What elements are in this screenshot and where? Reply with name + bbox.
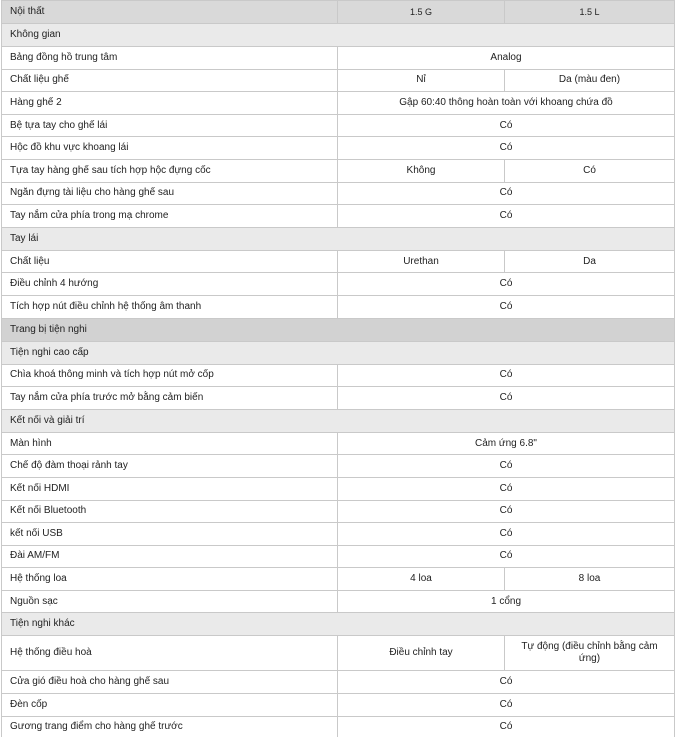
row-value-shared: Có xyxy=(338,273,675,296)
table-row xyxy=(2,590,675,613)
category-header-row xyxy=(2,318,675,341)
row-value-shared: Có xyxy=(338,364,675,387)
row-value-shared: 1 cổng xyxy=(338,590,675,613)
row-value-shared: Analog xyxy=(338,47,675,70)
row-label: Chế độ đàm thoại rảnh tay xyxy=(2,455,338,478)
row-value-shared: Có xyxy=(338,205,675,228)
row-label: Tựa tay hàng ghế sau tích hợp hộc đựng cốc xyxy=(2,159,338,182)
row-value-shared: Có xyxy=(338,182,675,205)
table-row xyxy=(2,250,675,273)
row-value-1-5-g: Không xyxy=(338,159,505,182)
table-row xyxy=(2,568,675,591)
row-label: Chìa khoá thông minh và tích hợp nút mở cốp xyxy=(2,364,338,387)
header-col-1-5-l: 1.5 L xyxy=(505,1,675,24)
row-value-shared: Có xyxy=(338,137,675,160)
row-value-shared: Có xyxy=(338,477,675,500)
row-value-1-5-l: Da (màu đen) xyxy=(505,69,675,92)
row-value-1-5-l: Có xyxy=(505,159,675,182)
row-value-shared: Có xyxy=(338,523,675,546)
section-title: Không gian xyxy=(2,24,675,47)
row-label: Kết nối Bluetooth xyxy=(2,500,338,523)
table-row xyxy=(2,455,675,478)
row-label: Tích hợp nút điều chỉnh hệ thống âm thanh xyxy=(2,295,338,318)
table-row xyxy=(2,137,675,160)
row-value-1-5-g: Điều chỉnh tay xyxy=(338,636,505,671)
row-value-shared: Có xyxy=(338,500,675,523)
table-row xyxy=(2,500,675,523)
table-row xyxy=(2,159,675,182)
table-row xyxy=(2,694,675,717)
row-label: Đèn cốp xyxy=(2,694,338,717)
table-row xyxy=(2,47,675,70)
row-label: Hộc đồ khu vực khoang lái xyxy=(2,137,338,160)
row-value-1-5-g: 4 loa xyxy=(338,568,505,591)
row-label: Màn hình xyxy=(2,432,338,455)
row-value-1-5-l: 8 loa xyxy=(505,568,675,591)
row-value-shared: Gập 60:40 thông hoàn toàn với khoang chứa đồ xyxy=(338,92,675,115)
row-label: Kết nối HDMI xyxy=(2,477,338,500)
row-label: Chất liệu ghế xyxy=(2,69,338,92)
row-label: Tay nắm cửa phía trước mở bằng cảm biến xyxy=(2,387,338,410)
row-label: Ngăn đựng tài liệu cho hàng ghế sau xyxy=(2,182,338,205)
table-row xyxy=(2,69,675,92)
table-row xyxy=(2,716,675,737)
interior-spec-table xyxy=(1,0,675,737)
row-value-1-5-g: Nỉ xyxy=(338,69,505,92)
row-label: Hệ thống loa xyxy=(2,568,338,591)
section-title: Tiện nghi cao cấp xyxy=(2,341,675,364)
table-row xyxy=(2,477,675,500)
row-value-shared: Có xyxy=(338,716,675,737)
table-row xyxy=(2,387,675,410)
table-row xyxy=(2,636,675,671)
row-value-shared: Có xyxy=(338,671,675,694)
row-label: Hàng ghế 2 xyxy=(2,92,338,115)
section-header-row xyxy=(2,24,675,47)
section-title: Kết nối và giải trí xyxy=(2,409,675,432)
row-value-shared: Có xyxy=(338,387,675,410)
header-col-1-5-g: 1.5 G xyxy=(338,1,505,24)
row-value-1-5-g: Urethan xyxy=(338,250,505,273)
section-header-row xyxy=(2,409,675,432)
header-label: Nội thất xyxy=(2,1,338,24)
section-title: Trang bị tiện nghi xyxy=(2,318,675,341)
table-row xyxy=(2,432,675,455)
table-row xyxy=(2,545,675,568)
row-label: Đài AM/FM xyxy=(2,545,338,568)
row-label: Cửa gió điều hoà cho hàng ghế sau xyxy=(2,671,338,694)
table-row xyxy=(2,671,675,694)
row-value-1-5-l: Tự động (điều chỉnh bằng cảm ứng) xyxy=(505,636,675,671)
table-header-row xyxy=(2,1,675,24)
row-label: kết nối USB xyxy=(2,523,338,546)
row-value-shared: Có xyxy=(338,295,675,318)
row-value-shared: Có xyxy=(338,455,675,478)
row-label: Tay nắm cửa phía trong mạ chrome xyxy=(2,205,338,228)
row-value-1-5-l: Da xyxy=(505,250,675,273)
row-label: Bệ tựa tay cho ghế lái xyxy=(2,114,338,137)
row-label: Gương trang điểm cho hàng ghế trước xyxy=(2,716,338,737)
table-row xyxy=(2,273,675,296)
spec-table-body xyxy=(2,1,675,737)
section-title: Tiện nghi khác xyxy=(2,613,675,636)
table-row xyxy=(2,92,675,115)
section-header-row xyxy=(2,341,675,364)
table-row xyxy=(2,295,675,318)
table-row xyxy=(2,523,675,546)
section-header-row xyxy=(2,613,675,636)
section-header-row xyxy=(2,227,675,250)
row-label: Nguồn sạc xyxy=(2,590,338,613)
table-row xyxy=(2,114,675,137)
table-row xyxy=(2,364,675,387)
row-label: Hệ thống điều hoà xyxy=(2,636,338,671)
section-title: Tay lái xyxy=(2,227,675,250)
row-value-shared: Cảm ứng 6.8" xyxy=(338,432,675,455)
row-label: Bảng đồng hồ trung tâm xyxy=(2,47,338,70)
table-row xyxy=(2,182,675,205)
row-value-shared: Có xyxy=(338,114,675,137)
row-label: Điều chỉnh 4 hướng xyxy=(2,273,338,296)
table-row xyxy=(2,205,675,228)
row-value-shared: Có xyxy=(338,545,675,568)
row-label: Chất liệu xyxy=(2,250,338,273)
row-value-shared: Có xyxy=(338,694,675,717)
